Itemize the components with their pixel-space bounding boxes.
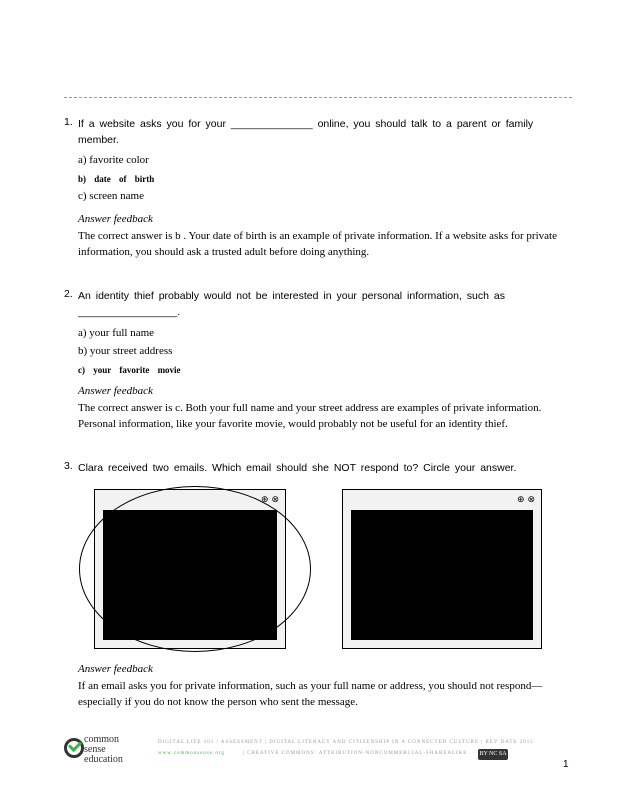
option-c: c) screen name	[78, 190, 144, 202]
answer-feedback-text: The correct answer is c. Both your full name and your street address are examples of private information. Personal information, like your favorite movie, would probably not be useful for an identity thief.	[78, 402, 542, 430]
cc-license-icon: BY NC SA	[478, 749, 508, 760]
footer-line-2: | CREATIVE COMMONS: ATTRIBUTION-NONCOMMERCIAL-SHAREALIKE	[243, 751, 468, 756]
logo-line-2: sense	[84, 744, 106, 755]
email-window-2	[342, 489, 542, 649]
dashed-divider	[64, 97, 572, 98]
common-sense-logo	[84, 735, 123, 765]
option-a: a) favorite color	[78, 154, 149, 166]
question-text: An identity thief probably would not be interested in your personal information, such as _________________.	[78, 290, 505, 318]
logo-line-1: common	[84, 734, 119, 745]
answer-feedback-text: The correct answer is b . Your date of birth is an example of private information. If a website asks for private information, you should ask a trusted adult before doing anything.	[78, 230, 557, 258]
question-number: 1.	[64, 116, 73, 128]
option-b: b) date of birth	[78, 174, 155, 184]
window-control-icon: ⊕ ⊗	[517, 495, 535, 505]
question-text: If a website asks you for your ______________ online, you should talk to a parent or family member.	[78, 118, 534, 146]
page-number: 1	[563, 759, 569, 770]
window-control-icon: ⊕ ⊗	[261, 495, 279, 505]
answer-feedback-label: Answer feedback	[78, 385, 153, 397]
question-number: 3.	[64, 460, 73, 472]
question-number: 2.	[64, 288, 73, 300]
question-text: Clara received two emails. Which email should she NOT respond to? Circle your answer.	[78, 462, 517, 474]
option-b: b) your street address	[78, 345, 173, 357]
option-c: c) your favorite movie	[78, 365, 181, 375]
answer-feedback-label: Answer feedback	[78, 663, 153, 675]
option-a: a) your full name	[78, 327, 155, 339]
footer-url[interactable]: www.commonsense.org	[158, 751, 225, 756]
answer-feedback-label: Answer feedback	[78, 213, 153, 225]
email-content-redacted	[351, 510, 533, 640]
footer-line-1: DIGITAL LIFE 101 / ASSESSMENT | DIGITAL LITERACY AND CITIZENSHIP IN A CONNECTED CULTURE | REV DATE 2015	[158, 740, 534, 745]
answer-feedback-text: If an email asks you for private information, such as your full name or address, you should not respond—especially if you do not know the person who sent the message.	[78, 680, 543, 708]
answer-circle-mark	[79, 486, 311, 652]
logo-line-3: education	[84, 754, 123, 765]
